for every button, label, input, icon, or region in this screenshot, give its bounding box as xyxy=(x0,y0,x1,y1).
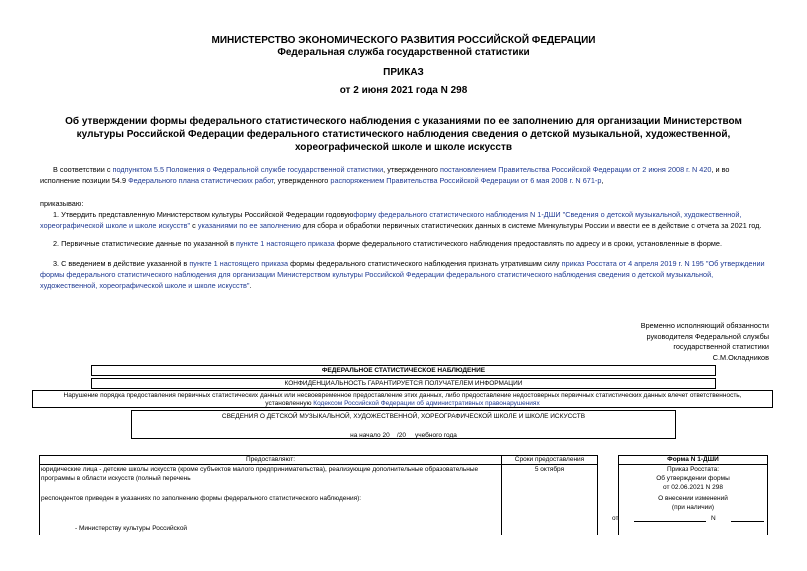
info-title: СВЕДЕНИЯ О ДЕТСКОЙ МУЗЫКАЛЬНОЙ, ХУДОЖЕСТВЕННОЙ, ХОРЕОГРАФИЧЕСКОЙ ШКОЛЕ И ШКОЛЕ ИСКУССТВ xyxy=(221,413,586,420)
link-regulation[interactable]: подпунктом 5.5 Положения о Федеральной службе государственной статистики xyxy=(112,165,384,174)
signature-name: С.М.Окладников xyxy=(712,352,769,362)
service-heading: Федеральная служба государственной статистики xyxy=(277,47,530,58)
info-period: на начало 20__/20__ учебного года xyxy=(350,432,457,439)
item-1-text-3: для сбора и обработки первичных статистических данных в системе Минкультуры России и ввести ее в действие с отчета за 2021 год. xyxy=(300,221,762,230)
link-rosstat-order-195[interactable]: приказ Росстата от 4 апреля 2019 г. N 195 "Об утверждении формы федерального статистического наблюдения для организации Министерством культуры Российской Федерации федерального статистического наблюдения сведения о детской музыкальной, художественной, хореографической школе и школе искусств" xyxy=(40,259,765,290)
violation-line-2 xyxy=(33,400,772,408)
approved-line-2: Об утверждении формы xyxy=(656,475,730,482)
item-2-text-2: форме федерального статистического наблюдения предоставлять по адресу и в сроки, установленные в форме. xyxy=(334,239,723,248)
item-1-paragraph xyxy=(40,209,769,231)
order-word: приказываю: xyxy=(40,199,84,208)
item-3-text-2: формы федерального статистического наблюдения признать утратившим силу xyxy=(288,259,562,268)
preamble-paragraph xyxy=(40,164,769,186)
signature-line-2: руководителя Федеральной службы xyxy=(646,331,769,341)
info-title-box xyxy=(131,410,676,439)
violation-box xyxy=(32,390,773,408)
item-2-paragraph xyxy=(40,238,769,249)
col-form-header: Форма N 1-ДШИ xyxy=(667,456,719,463)
row-2-provide: респондентов приведен в указаниях по заполнению формы федерального статистического наблюдения): xyxy=(41,495,362,502)
item-3-text-1: 3. С введением в действие указанной в xyxy=(53,259,190,268)
number-label: N xyxy=(711,515,716,522)
link-instructions[interactable]: указаниями по ее заполнению xyxy=(197,221,301,230)
order-title: Об утверждении формы федерального статистического наблюдения с указаниями по ее заполнению для организации Министерством культуры Российской Федерации федерального статистического наблюдения сведения о детской музыкальной, художественной, хореографической школе и школе искусств xyxy=(65,116,742,153)
observation-box: ФЕДЕРАЛЬНОЕ СТАТИСТИЧЕСКОЕ НАБЛЮДЕНИЕ xyxy=(91,365,716,376)
item-1-text-2: с xyxy=(190,221,198,230)
link-item-1-repeat[interactable]: пункте 1 настоящего приказа xyxy=(189,259,289,268)
item-3-paragraph xyxy=(40,258,769,291)
link-item-1[interactable]: пункте 1 настоящего приказа xyxy=(236,239,335,248)
row-3-provide: - Министерству культуры Российской xyxy=(75,525,188,532)
confidential-box: КОНФИДЕНЦИАЛЬНОСТЬ ГАРАНТИРУЕТСЯ ПОЛУЧАТЕЛЕМ ИНФОРМАЦИИ xyxy=(91,378,716,389)
order-date-heading: от 2 июня 2021 года N 298 xyxy=(339,85,468,96)
order-type-heading: ПРИКАЗ xyxy=(383,67,424,78)
table-border-left xyxy=(39,455,40,535)
preamble-text-2: , утвержденного xyxy=(383,165,441,174)
approved-line-3: от 02.06.2021 N 298 xyxy=(663,484,723,491)
signature-line-1: Временно исполняющий обязанности xyxy=(640,321,769,330)
link-government-decree[interactable]: постановлением Правительства Российской Федерации от 2 июня 2008 г. N 420 xyxy=(440,165,712,174)
link-admin-code[interactable]: Кодексом Российской Федерации об административных правонарушениях xyxy=(313,400,540,407)
row-1-provide: юридические лица - детские школы искусств (кроме субъектов малого предпринимательства), реализующие дополнительные образовательные программы в области искусств (полный перечень xyxy=(41,466,479,482)
signature-block xyxy=(641,321,769,363)
from-label: от xyxy=(612,515,619,522)
changes-line-1: О внесении изменений xyxy=(658,495,728,502)
link-statistical-plan[interactable]: Федерального плана статистических работ xyxy=(128,176,274,185)
preamble-text-1: В соответствии с xyxy=(53,165,113,174)
from-date-underline xyxy=(634,521,706,522)
approved-line-1: Приказ Росстата: xyxy=(666,466,720,473)
row-1-terms: 5 октября xyxy=(534,466,565,473)
col-provide-header: Предоставляют: xyxy=(245,456,296,463)
preamble-text-5: , xyxy=(601,176,604,185)
item-3-text-3: . xyxy=(249,281,252,290)
link-form-1-dshi[interactable]: форму федерального статистического наблюдения N 1-ДШИ "Сведения о детской музыкальной, художественной, хореографической школе и школе искусств" xyxy=(40,210,742,230)
item-2-text-1: 2. Первичные статистические данные по указанной в xyxy=(53,239,236,248)
ministry-heading: МИНИСТЕРСТВО ЭКОНОМИЧЕСКОГО РАЗВИТИЯ РОССИЙСКОЙ ФЕДЕРАЦИИ xyxy=(211,35,596,46)
violation-text: Нарушение порядка предоставления первичных статистических данных или несвоевременное предоставление этих данных, либо предоставление недостоверных первичных статистических данных влечет ответственность, xyxy=(63,392,742,399)
preamble-text-3: , и во исполнение позиции 54.9 xyxy=(40,165,730,185)
number-underline xyxy=(731,521,764,522)
link-government-order[interactable]: распоряжением Правительства Российской Федерации от 6 мая 2008 г. N 671-р xyxy=(330,176,602,185)
col-terms-header: Сроки предоставления xyxy=(514,456,585,463)
changes-line-2: (при наличии) xyxy=(671,504,715,511)
preamble-text-4: , утвержденного xyxy=(273,176,331,185)
signature-line-3: государственной статистики xyxy=(673,342,769,352)
item-1-text-1: 1. Утвердить представленную Министерством культуры Российской Федерации годовую xyxy=(53,210,354,219)
violation-text-2: установленную xyxy=(265,400,314,407)
